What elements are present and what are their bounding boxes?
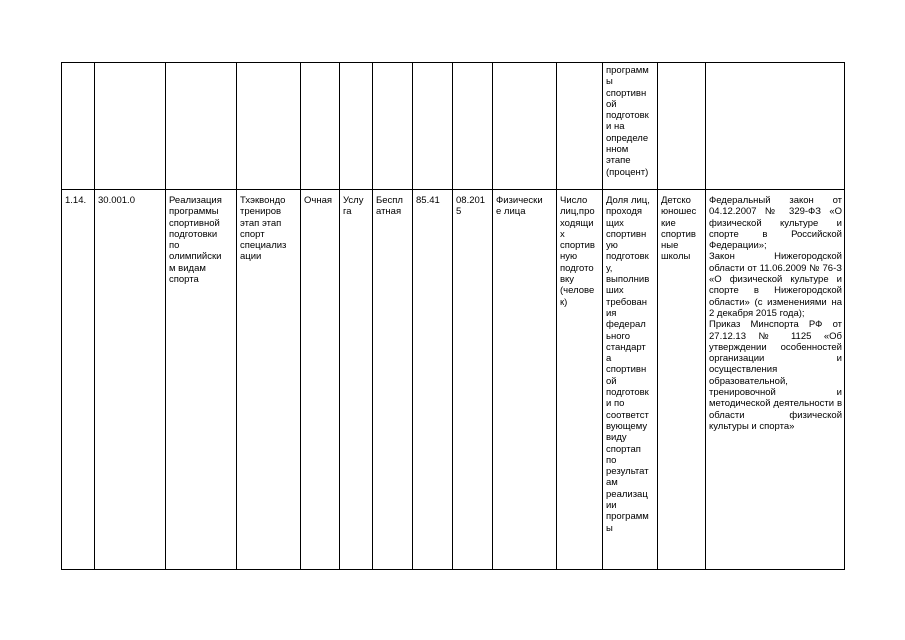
cell-empty — [557, 63, 603, 190]
effective-date: 08.201 5 — [453, 190, 493, 570]
institution-type: Детско юношес кие спортив ные школы — [658, 190, 706, 570]
service-code: 30.001.0 — [95, 190, 166, 570]
okved-code: 85.41 — [413, 190, 453, 570]
services-registry-table — [61, 62, 845, 570]
legal-basis: Федеральный закон от 04.12.2007 № 329-ФЗ «О физической культуре и спорте в Российской Федерации»; Закон Нижегородской области от 11.06.2009 № 76-З «О физической культуре и спорте в Нижегородской области» (с изменениями на 2 декабря 2015 года); Приказ Минспорта РФ от 27.12.13 № 1125 «Об утверждении особенностей организации и осуществления образовательной, тренировочной и методической деятельности в области физической культуры и спорта» — [706, 190, 845, 570]
cell-empty — [340, 63, 373, 190]
cell-empty — [373, 63, 413, 190]
quality-indicator: Доля лиц, проходя щих спортивн ую подготовк у, выполнив ших требован ия федерал ьного стандарт а спортивн ой подготовк и по соответст вующему виду спортап по результат ам реализац ии программ ы — [603, 190, 658, 570]
consumer-category: Физически е лица — [493, 190, 557, 570]
quality-indicator-continued: программ ы спортивн ой подготовк и на определе нном этапе (процент) — [603, 63, 658, 190]
cell-empty — [95, 63, 166, 190]
cell-empty — [62, 63, 95, 190]
table-row — [62, 190, 845, 570]
cell-empty — [658, 63, 706, 190]
continuation-row — [62, 63, 845, 190]
service-content: Тхэквондо трениров этап этап спорт специализ ации — [237, 190, 301, 570]
cell-empty — [453, 63, 493, 190]
service-name: Реализация программы спортивной подготовки по олимпийски м видам спорта — [166, 190, 237, 570]
cell-empty — [413, 63, 453, 190]
volume-indicator: Число лиц,про ходящи х спортив ную подгото вку (челове к) — [557, 190, 603, 570]
payment-type: Беспл атная — [373, 190, 413, 570]
cell-empty — [237, 63, 301, 190]
cell-empty — [493, 63, 557, 190]
service-type: Услу га — [340, 190, 373, 570]
row-number: 1.14. — [62, 190, 95, 570]
cell-empty — [166, 63, 237, 190]
cell-empty — [706, 63, 845, 190]
service-form: Очная — [301, 190, 340, 570]
cell-empty — [301, 63, 340, 190]
